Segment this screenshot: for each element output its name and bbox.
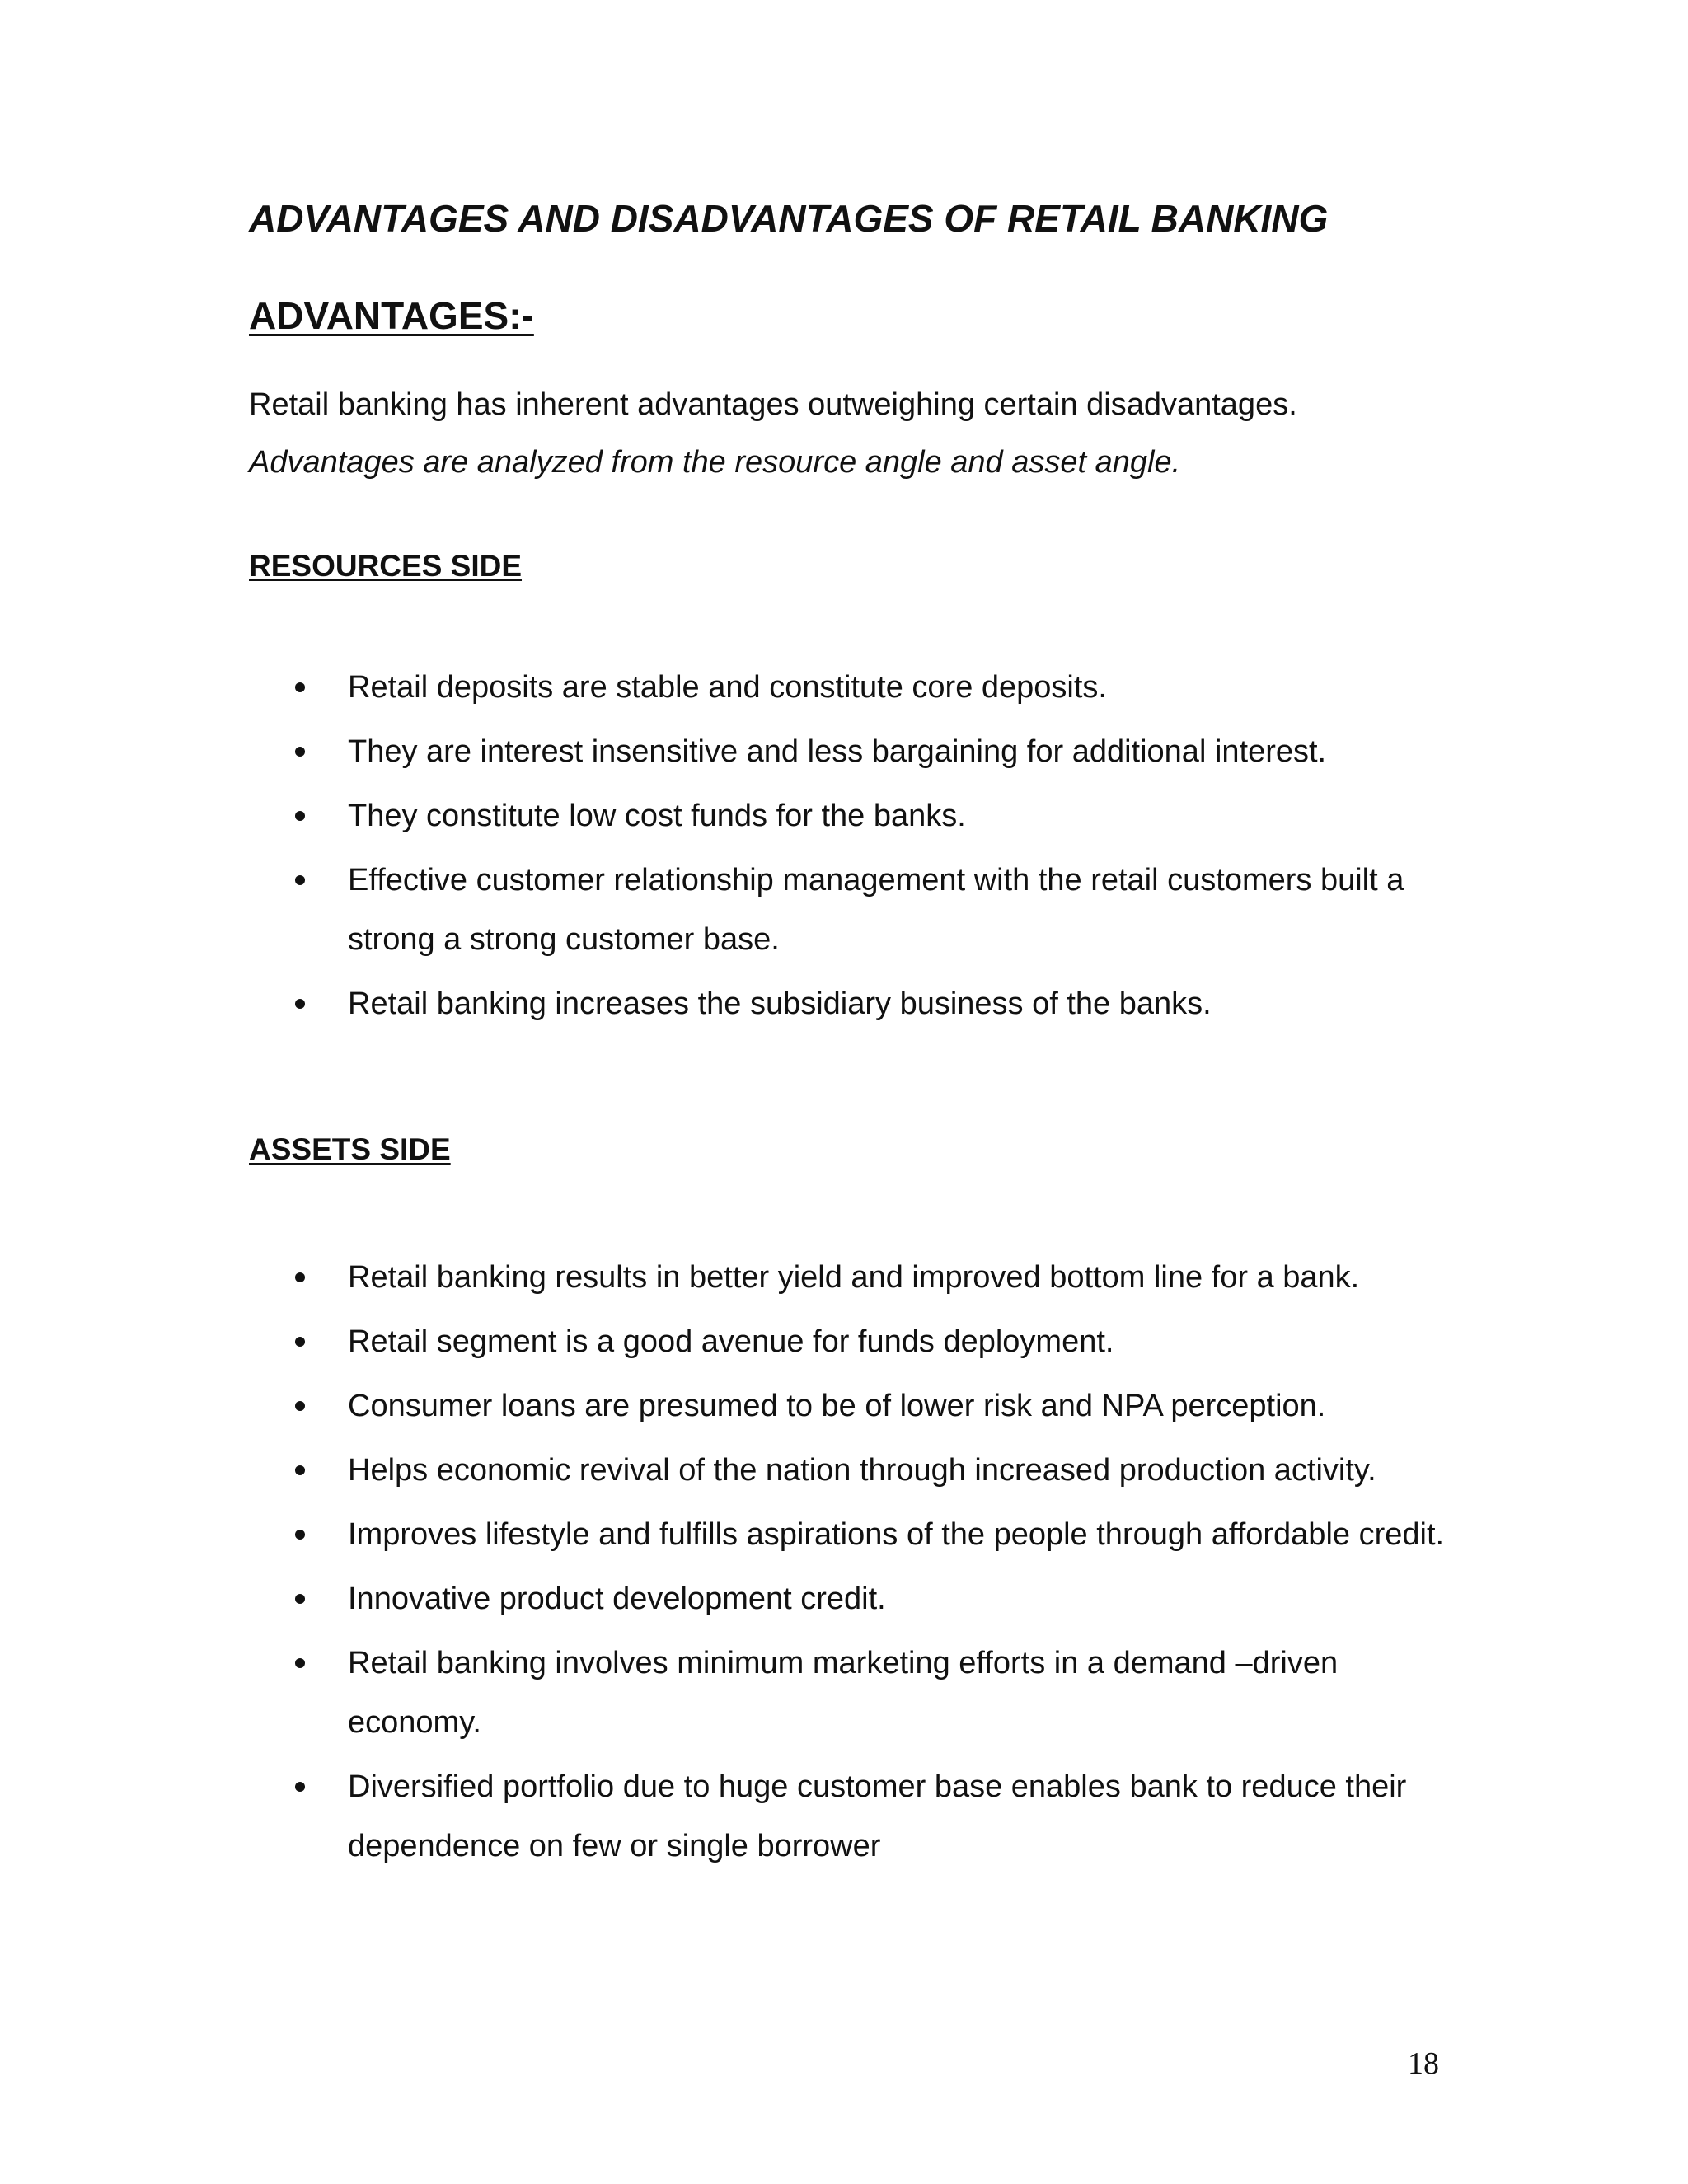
list-item <box>0 1505 1452 1564</box>
bullet-icon <box>295 1594 305 1604</box>
resources-list <box>0 658 1688 1038</box>
bullet-icon <box>295 999 305 1009</box>
list-item <box>0 851 1452 969</box>
list-item <box>0 1441 1452 1500</box>
list-item-text: Retail banking involves minimum marketing efforts in a demand –driven economy. <box>348 1646 1339 1740</box>
list-item-text: Improves lifestyle and fulfills aspirations of the people through affordable credit. <box>348 1517 1445 1552</box>
bullet-icon <box>295 1272 305 1282</box>
page-title: ADVANTAGES AND DISADVANTAGES OF RETAIL BANKING <box>249 197 1329 240</box>
list-item-text: Retail banking increases the subsidiary business of the banks. <box>348 987 1212 1021</box>
list-item-text: Diversified portfolio due to huge customer base enables bank to reduce their dependence on few or single borrower <box>348 1769 1407 1863</box>
bullet-icon <box>295 875 305 885</box>
list-item-text: Helps economic revival of the nation through increased production activity. <box>348 1453 1376 1488</box>
list-item <box>0 786 1452 846</box>
list-item <box>0 1248 1452 1307</box>
bullet-icon <box>295 1465 305 1475</box>
bullet-icon <box>295 1782 305 1792</box>
list-item <box>0 1569 1452 1629</box>
list-item-text: Consumer loans are presumed to be of lower risk and NPA perception. <box>348 1389 1326 1423</box>
bullet-icon <box>295 1530 305 1540</box>
list-item <box>0 722 1452 781</box>
list-item-text: Retail deposits are stable and constitute core deposits. <box>348 670 1107 705</box>
intro-line-1: Retail banking has inherent advantages outweighing certain disadvantages. <box>249 387 1297 422</box>
intro-line-2: Advantages are analyzed from the resource angle and asset angle. <box>249 445 1181 480</box>
list-item-text: They constitute low cost funds for the banks. <box>348 799 966 833</box>
list-item-text: Innovative product development credit. <box>348 1582 886 1616</box>
list-item-text: Retail banking results in better yield and improved bottom line for a bank. <box>348 1260 1360 1295</box>
assets-side-heading: ASSETS SIDE <box>249 1132 451 1166</box>
list-item <box>0 1312 1452 1371</box>
list-item <box>0 1376 1452 1436</box>
list-item-text: Effective customer relationship management with the retail customers built a strong a strong customer base. <box>348 863 1404 957</box>
list-item-text: They are interest insensitive and less bargaining for additional interest. <box>348 734 1327 769</box>
bullet-icon <box>295 1401 305 1411</box>
list-item <box>0 658 1452 717</box>
bullet-icon <box>295 747 305 757</box>
list-item-text: Retail segment is a good avenue for funds deployment. <box>348 1324 1114 1359</box>
list-item <box>0 1633 1452 1752</box>
list-item <box>0 1757 1452 1876</box>
list-item <box>0 974 1452 1033</box>
assets-list <box>0 1248 1688 1881</box>
intro-paragraph <box>249 376 1297 491</box>
bullet-icon <box>295 682 305 692</box>
advantages-heading: ADVANTAGES:- <box>249 294 534 337</box>
bullet-icon <box>295 1658 305 1668</box>
resources-side-heading: RESOURCES SIDE <box>249 549 523 583</box>
page-number: 18 <box>1408 2046 1439 2081</box>
bullet-icon <box>295 1337 305 1347</box>
bullet-icon <box>295 811 305 821</box>
